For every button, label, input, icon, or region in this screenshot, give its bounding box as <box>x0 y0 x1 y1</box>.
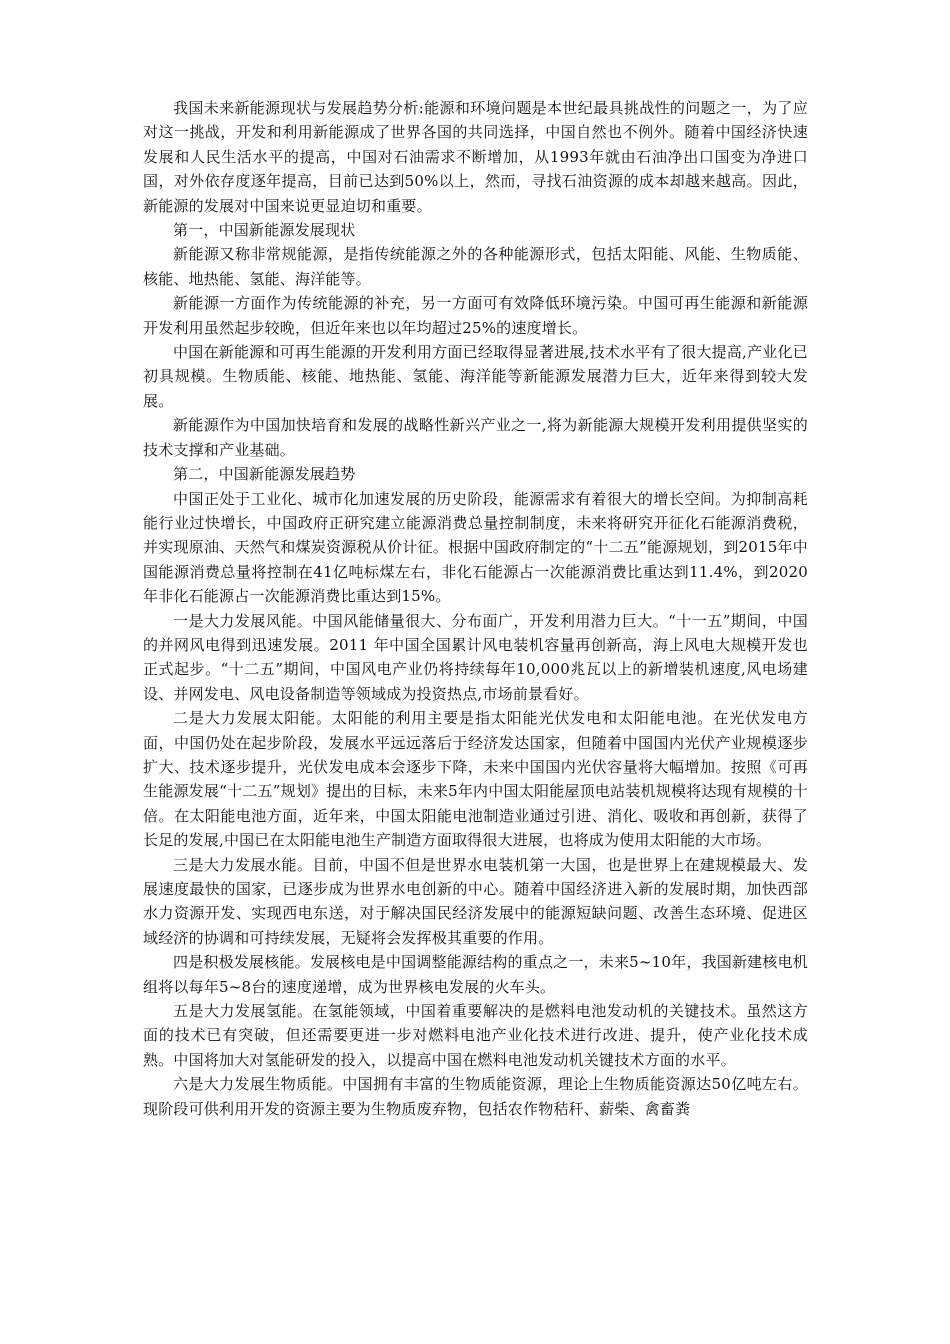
paragraph: 新能源又称非常规能源，是指传统能源之外的各种能源形式，包括太阳能、风能、生物质能、核能、地热能、氢能、海洋能等。 <box>143 245 808 288</box>
paragraph: 中国正处于工业化、城市化加速发展的历史阶段，能源需求有着很大的增长空间。为抑制高耗能行业过快增长，中国政府正研究建立能源消费总量控制制度，未来将研究开征化石能源消费税，并实现原油、天然气和煤炭资源税从价计征。根据中国政府制定的“十二五”能源规划，到2015年中国能源消费总量将控制在41亿吨标煤左右，非化石能源占一次能源消费比重达到11.4%，到2020年非化石能源占一次能源消费比重达到15%。 <box>143 489 808 606</box>
paragraph-intro: 我国未来新能源现状与发展趋势分析:能源和环境问题是本世纪最具挑战性的问题之一，为了应对这一挑战，开发和利用新能源成了世界各国的共同选择，中国自然也不例外。随着中国经济快速发展和人民生活水平的提高，中国对石油需求不断增加，从1993年就由石油净出口国变为净进口国，对外依存度逐年提高，目前已达到50%以上，然而，寻找石油资源的成本却越来越高。因此，新能源的发展对中国来说更显迫切和重要。 <box>143 99 808 215</box>
section-heading-trends: 第二，中国新能源发展趋势 <box>173 465 356 484</box>
document-page <box>143 96 808 1121</box>
paragraph-biomass: 六是大力发展生物质能。中国拥有丰富的生物质能资源，理论上生物质能资源达50亿吨左右。现阶段可供利用开发的资源主要为生物质废弃物，包括农作物秸秆、薪柴、禽畜粪 <box>143 1075 808 1118</box>
paragraph-wind: 一是大力发展风能。中国风能储量很大、分布面广，开发利用潜力巨大。“十一五”期间，中国的并网风电得到迅速发展。2011 年中国全国累计风电装机容量再创新高，海上风电大规模开发也正式起步。“十二五”期间，中国风电产业仍将持续每年10,000兆瓦以上的新增装机速度,风电场建设、并网发电、风电设备制造等领域成为投资热点,市场前景看好。 <box>143 611 808 703</box>
paragraph-hydro: 三是大力发展水能。目前，中国不但是世界水电装机第一大国，也是世界上在建规模最大、发展速度最快的国家，已逐步成为世界水电创新的中心。随着中国经济进入新的发展时期，加快西部水力资源开发、实现西电东送，对于解决国民经济发展中的能源短缺问题、改善生态环境、促进区域经济的协调和可持续发展，无疑将会发挥极其重要的作用。 <box>143 855 808 947</box>
paragraph: 新能源一方面作为传统能源的补充，另一方面可有效降低环境污染。中国可再生能源和新能源开发利用虽然起步较晚，但近年来也以年均超过25%的速度增长。 <box>143 294 808 337</box>
paragraph-nuclear: 四是积极发展核能。发展核电是中国调整能源结构的重点之一，未来5~10年，我国新建核电机组将以每年5~8台的速度递增，成为世界核电发展的火车头。 <box>143 953 808 996</box>
paragraph-hydrogen: 五是大力发展氢能。在氢能领域，中国着重要解决的是燃料电池发动机的关键技术。虽然这方面的技术已有突破，但还需要更进一步对燃料电池产业化技术进行改进、提升，使产业化技术成熟。中国将加大对氢能研发的投入，以提高中国在燃料电池发动机关键技术方面的水平。 <box>143 1002 808 1069</box>
section-heading-status: 第一，中国新能源发展现状 <box>173 221 356 240</box>
paragraph: 中国在新能源和可再生能源的开发利用方面已经取得显著进展,技术水平有了很大提高,产业化已初具规模。生物质能、核能、地热能、氢能、海洋能等新能源发展潜力巨大，近年来得到较大发展。 <box>143 343 808 410</box>
paragraph-solar: 二是大力发展太阳能。太阳能的利用主要是指太阳能光伏发电和太阳能电池。在光伏发电方面，中国仍处在起步阶段，发展水平远远落后于经济发达国家，但随着中国国内光伏产业规模逐步扩大、技术逐步提升，光伏发电成本会逐步下降，未来中国国内光伏容量将大幅增加。按照《可再生能源发展“十二五”规划》提出的目标，未来5年内中国太阳能屋顶电站装机规模将达现有规模的十倍。在太阳能电池方面，近年来，中国太阳能电池制造业通过引进、消化、吸收和再创新，获得了长足的发展,中国已在太阳能电池生产制造方面取得很大进展，也将成为使用太阳能的大市场。 <box>143 709 808 850</box>
paragraph: 新能源作为中国加快培育和发展的战略性新兴产业之一,将为新能源大规模开发利用提供坚实的技术支撑和产业基础。 <box>143 416 808 459</box>
